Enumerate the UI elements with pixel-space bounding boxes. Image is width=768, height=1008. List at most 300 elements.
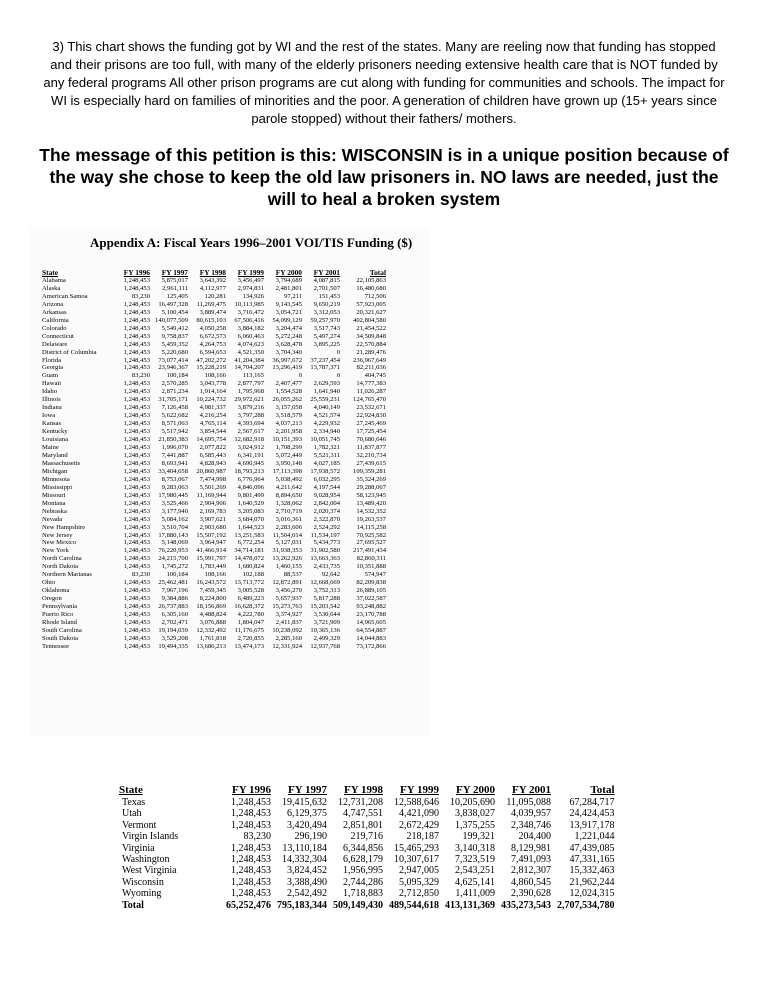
table-row xyxy=(116,831,618,842)
value-cell: 22,924,830 xyxy=(356,412,386,420)
value-cell: 1,248,453 xyxy=(231,854,271,866)
value-cell: 1,248,453 xyxy=(123,547,150,555)
value-cell: 5,084,162 xyxy=(161,515,188,523)
value-cell: 12,588,646 xyxy=(394,797,439,808)
value-cell: 82,860,311 xyxy=(356,555,386,563)
value-cell: 15,332,463 xyxy=(569,865,615,877)
state-cell: Minnesota xyxy=(42,475,70,483)
value-cell: 204,400 xyxy=(518,831,551,843)
value-cell: 1,804,047 xyxy=(237,618,264,626)
table-row xyxy=(116,888,618,899)
table-row xyxy=(40,452,388,460)
value-cell: 1,248,453 xyxy=(231,876,271,888)
table-row xyxy=(40,357,388,365)
table-row xyxy=(40,555,388,563)
value-cell: 8,129,981 xyxy=(511,842,551,854)
value-cell: 2,947,005 xyxy=(399,865,439,877)
value-cell: 2,851,801 xyxy=(343,819,383,831)
value-cell: 5,127,031 xyxy=(275,539,302,547)
value-cell: 2,524,292 xyxy=(313,523,340,531)
value-cell: 8,894,650 xyxy=(275,491,302,499)
value-cell: 1,221,044 xyxy=(574,831,615,843)
state-cell: Oregon xyxy=(42,595,62,603)
value-cell: 7,474,998 xyxy=(199,475,226,483)
value-cell: 218,187 xyxy=(406,831,439,843)
value-cell: 21,289,476 xyxy=(356,348,386,356)
value-cell: 18,793,213 xyxy=(234,467,264,475)
value-cell: 489,544,618 xyxy=(389,899,439,911)
table-row xyxy=(40,627,388,635)
value-cell: 1,708,299 xyxy=(275,444,302,452)
value-cell: 5,038,492 xyxy=(275,475,302,483)
value-cell: 13,489,420 xyxy=(356,499,386,507)
value-cell: 5,497,274 xyxy=(313,332,340,340)
table-row xyxy=(40,372,388,380)
value-cell: 1,248,453 xyxy=(123,284,150,292)
value-cell: 10,238,092 xyxy=(272,626,302,634)
value-cell: 1,248,453 xyxy=(123,579,150,587)
value-cell: 11,095,088 xyxy=(506,797,551,808)
value-cell: 2,348,746 xyxy=(511,819,551,831)
value-cell: 13,663,363 xyxy=(310,555,340,563)
value-cell: 4,197,544 xyxy=(313,483,340,491)
value-cell: 1,248,453 xyxy=(123,587,150,595)
value-cell: 15,203,542 xyxy=(310,603,340,611)
value-cell: 2,744,286 xyxy=(343,876,383,888)
table-row xyxy=(40,508,388,516)
value-cell: 10,151,393 xyxy=(272,436,302,444)
value-cell: 2,390,628 xyxy=(511,888,551,900)
value-cell: 4,027,185 xyxy=(313,459,340,467)
value-cell: 6,489,223 xyxy=(237,595,264,603)
state-cell: California xyxy=(42,316,69,324)
value-cell: 6,594,653 xyxy=(199,348,226,356)
value-cell: 2,961,111 xyxy=(162,284,188,292)
value-cell: 1,248,453 xyxy=(123,603,150,611)
value-cell: 1,248,453 xyxy=(123,340,150,348)
value-cell: 82,209,838 xyxy=(356,579,386,587)
state-cell: Wisconsin xyxy=(122,876,164,888)
value-cell: 23,170,788 xyxy=(356,611,386,619)
value-cell: 16,480,680 xyxy=(356,284,386,292)
state-cell: Northern Marianas xyxy=(42,571,92,579)
table-row xyxy=(40,341,388,349)
value-cell: 236,967,649 xyxy=(353,356,386,364)
value-cell: 2,407,477 xyxy=(275,380,302,388)
state-cell: Ohio xyxy=(42,579,56,587)
value-cell: 2,877,797 xyxy=(237,380,264,388)
table-row xyxy=(40,420,388,428)
value-cell: 9,758,837 xyxy=(161,332,188,340)
value-cell: 47,202,272 xyxy=(196,356,226,364)
value-cell: 1,248,453 xyxy=(123,316,150,324)
value-cell: 7,323,519 xyxy=(455,854,495,866)
value-cell: 1,248,453 xyxy=(123,499,150,507)
table-row xyxy=(40,547,388,555)
state-cell: Rhode Island xyxy=(42,618,77,626)
table-row xyxy=(40,595,388,603)
value-cell: 73,172,866 xyxy=(356,642,386,650)
value-cell: 3,177,940 xyxy=(161,507,188,515)
value-cell: 1,375,255 xyxy=(455,819,495,831)
value-cell: 3,140,318 xyxy=(455,842,495,854)
value-cell: 2,201,958 xyxy=(275,428,302,436)
value-cell: 9,801,499 xyxy=(237,491,264,499)
value-cell: 1,761,818 xyxy=(199,634,226,642)
value-cell: 435,273,543 xyxy=(501,899,551,911)
value-cell: 37,022,587 xyxy=(356,595,386,603)
value-cell: 199,321 xyxy=(462,831,495,843)
value-cell: 3,525,466 xyxy=(161,499,188,507)
table-row xyxy=(40,325,388,333)
state-cell: Utah xyxy=(122,808,142,820)
value-cell: 3,716,472 xyxy=(237,308,264,316)
value-cell: 8,571,063 xyxy=(161,420,188,428)
appendix-header-row xyxy=(40,268,388,277)
value-cell: 4,211,642 xyxy=(275,483,302,491)
value-cell: 17,113,398 xyxy=(272,467,302,475)
table-row xyxy=(40,277,388,285)
value-cell: 3,838,027 xyxy=(455,808,495,820)
value-cell: 22,105,863 xyxy=(356,277,386,284)
value-cell: 1,248,453 xyxy=(123,324,150,332)
value-cell: 7,491,093 xyxy=(511,854,551,866)
value-cell: 15,507,192 xyxy=(196,531,226,539)
value-cell: 10,351,888 xyxy=(356,563,386,571)
state-cell: Vermont xyxy=(122,819,157,831)
table-row xyxy=(40,635,388,643)
table-row xyxy=(40,364,388,372)
value-cell: 97,211 xyxy=(284,292,302,300)
value-cell: 3,054,721 xyxy=(275,308,302,316)
value-cell: 12,731,208 xyxy=(338,797,383,808)
column-header-total: Total xyxy=(590,784,615,796)
value-cell: 1,248,453 xyxy=(123,332,150,340)
value-cell: 3,824,452 xyxy=(287,865,327,877)
value-cell: 1,411,009 xyxy=(455,888,495,900)
value-cell: 14,965,605 xyxy=(356,618,386,626)
value-cell: 83,230 xyxy=(131,571,150,579)
value-cell: 1,248,453 xyxy=(231,842,271,854)
value-cell: 1,248,453 xyxy=(123,420,150,428)
state-cell: Kentucky xyxy=(42,428,68,436)
column-header-fy-1996: FY 1996 xyxy=(231,784,271,796)
value-cell: 1,554,528 xyxy=(275,388,302,396)
table-row xyxy=(40,428,388,436)
value-cell: 19,415,632 xyxy=(282,797,327,808)
value-cell: 5,272,248 xyxy=(275,332,302,340)
value-cell: 4,112,977 xyxy=(199,284,226,292)
value-cell: 6,129,375 xyxy=(287,808,327,820)
value-cell: 64,554,887 xyxy=(356,626,386,634)
column-header-fy-1999: FY 1999 xyxy=(237,268,264,277)
value-cell: 67,284,717 xyxy=(569,797,615,808)
value-cell: 19,263,537 xyxy=(356,515,386,523)
table-row xyxy=(40,524,388,532)
value-cell: 2,707,534,780 xyxy=(557,899,615,911)
value-cell: 2,712,850 xyxy=(399,888,439,900)
value-cell: 4,039,957 xyxy=(511,808,551,820)
value-cell: 5,521,311 xyxy=(313,451,340,459)
value-cell: 574,947 xyxy=(364,571,386,579)
state-cell: Indiana xyxy=(42,404,62,412)
state-cell: Louisiana xyxy=(42,436,69,444)
value-cell: 0 xyxy=(298,372,302,380)
value-cell: 76,220,953 xyxy=(158,547,188,555)
value-cell: 2,077,822 xyxy=(199,444,226,452)
state-cell: Wyoming xyxy=(122,888,162,900)
state-cell: Idaho xyxy=(42,388,58,396)
value-cell: 2,499,329 xyxy=(313,634,340,642)
value-cell: 3,076,888 xyxy=(199,618,226,626)
value-cell: 1,460,155 xyxy=(275,563,302,571)
value-cell: 402,804,580 xyxy=(353,316,386,324)
value-cell: 1,248,453 xyxy=(123,277,150,284)
value-cell: 11,026,287 xyxy=(356,388,386,396)
value-cell: 5,622,682 xyxy=(161,412,188,420)
value-cell: 3,964,947 xyxy=(199,539,226,547)
value-cell: 2,322,870 xyxy=(313,515,340,523)
table-row xyxy=(40,301,388,309)
value-cell: 70,680,646 xyxy=(356,436,386,444)
value-cell: 15,991,797 xyxy=(196,555,226,563)
continuation-table xyxy=(116,784,618,911)
state-cell: Tennessee xyxy=(42,642,69,650)
value-cell: 3,456,270 xyxy=(275,587,302,595)
state-cell: Georgia xyxy=(42,364,64,372)
value-cell: 21,850,383 xyxy=(158,436,188,444)
value-cell: 3,530,644 xyxy=(313,611,340,619)
value-cell: 1,248,453 xyxy=(123,380,150,388)
value-cell: 31,938,353 xyxy=(272,547,302,555)
table-row xyxy=(40,460,388,468)
table-row xyxy=(40,380,388,388)
value-cell: 10,224,732 xyxy=(196,396,226,404)
intro-paragraph: 3) This chart shows the funding got by WI and the rest of the states. Many are reeling now that funding has stopped and their prisons are too full, with many of the elderly prisoners needing extensive health care that is NOT funded by any federal programs All other prison programs are cut along with funding for communities and schools. The impact for WI is especially hard on families of minorities and the poor. A generation of children have grown up (15+ years since parole stopped) without their fathers/ mothers. xyxy=(43,39,725,126)
state-cell: South Dakota xyxy=(42,634,79,642)
value-cell: 27,695,527 xyxy=(356,539,386,547)
value-cell: 1,783,449 xyxy=(199,563,226,571)
value-cell: 2,481,801 xyxy=(275,284,302,292)
state-cell: Texas xyxy=(122,797,146,808)
value-cell: 1,248,453 xyxy=(123,483,150,491)
value-cell: 18,156,869 xyxy=(196,603,226,611)
table-row xyxy=(40,285,388,293)
value-cell: 4,037,213 xyxy=(275,420,302,428)
value-cell: 2,283,606 xyxy=(275,523,302,531)
value-cell: 2,629,593 xyxy=(313,380,340,388)
value-cell: 3,895,225 xyxy=(313,340,340,348)
value-cell: 1,248,453 xyxy=(231,808,271,820)
value-cell: 31,705,171 xyxy=(158,396,188,404)
value-cell: 21,454,522 xyxy=(356,324,386,332)
value-cell: 11,504,014 xyxy=(272,531,302,539)
value-cell: 54,099,129 xyxy=(272,316,302,324)
value-cell: 1,248,453 xyxy=(123,634,150,642)
value-cell: 1,795,968 xyxy=(237,388,264,396)
column-header-state: State xyxy=(42,268,59,277)
value-cell: 10,307,617 xyxy=(394,854,439,866)
value-cell: 2,542,492 xyxy=(287,888,327,900)
value-cell: 4,264,753 xyxy=(199,340,226,348)
value-cell: 2,169,783 xyxy=(199,507,226,515)
table-row xyxy=(116,865,618,876)
value-cell: 2,567,617 xyxy=(237,428,264,436)
value-cell: 1,248,453 xyxy=(123,555,150,563)
state-cell: Maryland xyxy=(42,451,68,459)
state-cell: Iowa xyxy=(42,412,56,420)
value-cell: 1,248,453 xyxy=(123,523,150,531)
value-cell: 10,365,136 xyxy=(310,626,340,634)
state-cell: Hawaii xyxy=(42,380,62,388)
value-cell: 4,216,254 xyxy=(199,412,226,420)
value-cell: 15,465,293 xyxy=(394,842,439,854)
value-cell: 47,331,165 xyxy=(569,854,615,866)
value-cell: 102,188 xyxy=(242,571,264,579)
continuation-table-image xyxy=(108,776,648,926)
value-cell: 120,281 xyxy=(204,292,226,300)
value-cell: 14,478,072 xyxy=(234,555,264,563)
value-cell: 1,248,453 xyxy=(123,626,150,634)
value-cell: 3,628,478 xyxy=(275,340,302,348)
value-cell: 3,884,182 xyxy=(237,324,264,332)
value-cell: 1,248,453 xyxy=(231,819,271,831)
table-row xyxy=(40,516,388,524)
value-cell: 4,846,096 xyxy=(237,483,264,491)
state-cell: Alabama xyxy=(42,277,66,284)
value-cell: 14,532,352 xyxy=(356,507,386,515)
value-cell: 4,421,090 xyxy=(399,808,439,820)
value-cell: 1,718,883 xyxy=(343,888,383,900)
value-cell: 1,248,453 xyxy=(123,300,150,308)
value-cell: 3,517,743 xyxy=(313,324,340,332)
column-header-fy-1998: FY 1998 xyxy=(199,268,226,277)
value-cell: 14,044,883 xyxy=(356,634,386,642)
state-cell: American Samoa xyxy=(42,292,88,300)
table-row xyxy=(40,587,388,595)
value-cell: 6,032,295 xyxy=(313,475,340,483)
continuation-header-row xyxy=(116,784,618,797)
state-cell: Nebraska xyxy=(42,507,67,515)
value-cell: 2,433,735 xyxy=(313,563,340,571)
table-row xyxy=(40,476,388,484)
value-cell: 1,248,453 xyxy=(231,865,271,877)
value-cell: 296,190 xyxy=(294,831,327,843)
table-row xyxy=(40,500,388,508)
state-cell: New York xyxy=(42,547,69,555)
value-cell: 13,787,371 xyxy=(310,364,340,372)
value-cell: 2,842,004 xyxy=(313,499,340,507)
value-cell: 3,889,474 xyxy=(199,308,226,316)
value-cell: 32,210,734 xyxy=(356,451,386,459)
state-cell: Mississippi xyxy=(42,483,73,491)
value-cell: 24,215,700 xyxy=(158,555,188,563)
value-cell: 5,148,069 xyxy=(161,539,188,547)
table-row xyxy=(40,468,388,476)
value-cell: 4,393,694 xyxy=(237,420,264,428)
value-cell: 109,359,281 xyxy=(353,467,386,475)
state-cell: Arkansas xyxy=(42,308,67,316)
value-cell: 3,643,392 xyxy=(199,277,226,284)
value-cell: 16,497,328 xyxy=(158,300,188,308)
value-cell: 12,024,315 xyxy=(569,888,615,900)
value-cell: 83,230 xyxy=(243,831,271,843)
value-cell: 4,081,337 xyxy=(199,404,226,412)
value-cell: 24,424,453 xyxy=(569,808,615,820)
value-cell: 12,937,768 xyxy=(310,642,340,650)
table-row xyxy=(40,388,388,396)
value-cell: 2,334,940 xyxy=(313,428,340,436)
appendix-title: Appendix A: Fiscal Years 1996–2001 VOI/TIS Funding ($) xyxy=(90,235,413,250)
value-cell: 5,220,680 xyxy=(161,348,188,356)
value-cell: 6,305,160 xyxy=(161,611,188,619)
value-cell: 33,404,658 xyxy=(158,467,188,475)
value-cell: 4,690,945 xyxy=(237,459,264,467)
value-cell: 41,204,384 xyxy=(234,356,264,364)
table-row xyxy=(40,309,388,317)
value-cell: 25,462,481 xyxy=(158,579,188,587)
value-cell: 134,926 xyxy=(242,292,264,300)
value-cell: 14,704,207 xyxy=(234,364,264,372)
value-cell: 11,176,675 xyxy=(234,626,264,634)
value-cell: 413,131,369 xyxy=(445,899,495,911)
value-cell: 1,914,164 xyxy=(199,388,226,396)
value-cell: 3,704,340 xyxy=(275,348,302,356)
column-header-fy-2001: FY 2001 xyxy=(511,784,551,796)
state-cell: Illinois xyxy=(42,396,61,404)
value-cell: 3,721,909 xyxy=(313,618,340,626)
value-cell: 6,341,191 xyxy=(237,451,264,459)
value-cell: 113,165 xyxy=(242,372,264,380)
value-cell: 1,248,453 xyxy=(123,475,150,483)
value-cell: 13,686,213 xyxy=(196,642,226,650)
value-cell: 11,169,944 xyxy=(196,491,226,499)
table-row xyxy=(116,797,618,808)
state-cell: Colorado xyxy=(42,324,67,332)
value-cell: 1,248,453 xyxy=(123,428,150,436)
value-cell: 5,517,942 xyxy=(161,428,188,436)
state-cell: Florida xyxy=(42,356,62,364)
value-cell: 4,222,780 xyxy=(237,611,264,619)
value-cell: 29,288,067 xyxy=(356,483,386,491)
value-cell: 4,765,114 xyxy=(199,420,226,428)
value-cell: 1,248,453 xyxy=(231,797,271,808)
value-cell: 219,716 xyxy=(350,831,383,843)
value-cell: 3,529,208 xyxy=(161,634,188,642)
table-row xyxy=(40,619,388,627)
value-cell: 1,248,453 xyxy=(123,388,150,396)
value-cell: 509,149,430 xyxy=(333,899,383,911)
state-cell: New Hampshire xyxy=(42,523,86,531)
value-cell: 11,534,197 xyxy=(310,531,340,539)
value-cell: 1,248,453 xyxy=(123,348,150,356)
value-cell: 3,024,912 xyxy=(237,444,264,452)
state-cell: Oklahoma xyxy=(42,587,70,595)
value-cell: 34,714,181 xyxy=(234,547,264,555)
value-cell: 5,501,269 xyxy=(199,483,226,491)
column-header-fy-1999: FY 1999 xyxy=(399,784,439,796)
column-header-fy-1998: FY 1998 xyxy=(343,784,383,796)
value-cell: 1,248,453 xyxy=(231,888,271,900)
value-cell: 4,040,149 xyxy=(313,404,340,412)
value-cell: 8,693,941 xyxy=(161,459,188,467)
value-cell: 3,204,474 xyxy=(275,324,302,332)
state-cell: Arizona xyxy=(42,300,64,308)
value-cell: 5,459,352 xyxy=(161,340,188,348)
value-cell: 3,312,053 xyxy=(313,308,340,316)
value-cell: 13,251,583 xyxy=(234,531,264,539)
table-row xyxy=(40,444,388,452)
